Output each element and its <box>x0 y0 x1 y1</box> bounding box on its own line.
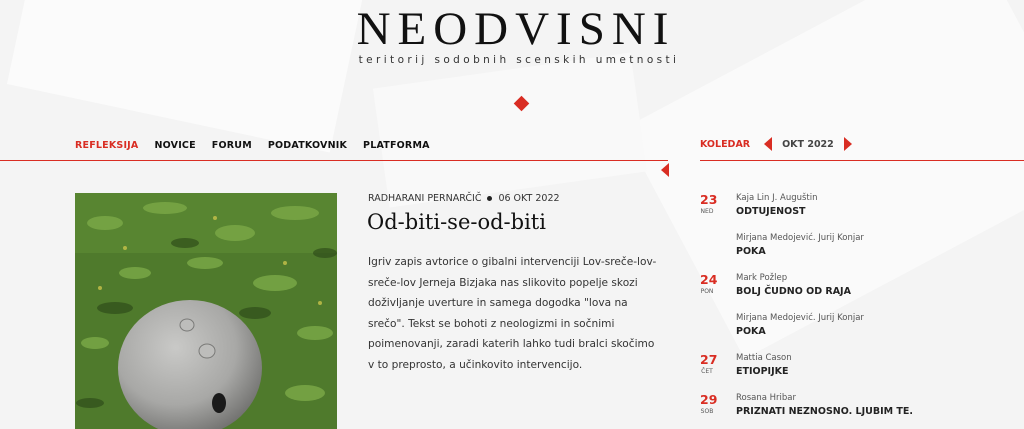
divider-line <box>0 160 668 161</box>
prev-month-arrow-icon[interactable] <box>764 137 772 151</box>
event-title[interactable]: BOLJ ČUDNO OD RAJA <box>736 286 851 297</box>
event-author: Mark Požlep <box>736 273 788 283</box>
nav-item-platforma[interactable]: PLATFORMA <box>363 140 430 151</box>
grass-rock-image <box>75 193 337 429</box>
event-day: 23 <box>700 192 718 207</box>
calendar-event[interactable] <box>700 350 1000 390</box>
event-author: Mattia Cason <box>736 353 792 363</box>
calendar-event[interactable] <box>700 270 1000 310</box>
event-title[interactable]: POKA <box>736 326 766 337</box>
calendar-event[interactable] <box>700 310 1000 350</box>
event-weekday: PON <box>700 288 714 295</box>
article-excerpt: Igriv zapis avtorice o gibalni intervenciji Lov-sreče-lov-sreče-lov Jerneja Bizjaka nas slikovito popelje skozi doživljanje uverture in samega dogodka "lova na srečo". Tekst se bohoti z neologizmi in sočnimi poimenovanji, zaradi katerih lahko tudi bralci skočimo v to preprosto, a učinkovito intervencijo. <box>368 256 657 371</box>
event-title[interactable]: PRIZNATI NEZNOSNO. LJUBIM TE. <box>736 406 913 417</box>
event-weekday: NED <box>700 208 714 215</box>
collapse-arrow-icon[interactable] <box>661 163 669 177</box>
event-author: Kaja Lin J. Auguštin <box>736 193 818 203</box>
nav-item-novice[interactable]: NOVICE <box>154 140 196 151</box>
event-weekday: SOB <box>700 408 714 415</box>
event-day: 29 <box>700 392 718 407</box>
background-shape <box>373 52 647 207</box>
calendar-event[interactable] <box>700 190 1000 230</box>
event-day: 24 <box>700 272 718 287</box>
nav-item-refleksija[interactable]: REFLEKSIJA <box>75 140 139 151</box>
calendar-month: OKT 2022 <box>782 138 834 150</box>
calendar-event[interactable] <box>700 230 1000 270</box>
event-title[interactable]: ETIOPIJKE <box>736 366 789 377</box>
event-day: 27 <box>700 352 718 367</box>
event-author: Mirjana Medojević. Jurij Konjar <box>736 233 864 243</box>
article-date: 06 OKT 2022 <box>498 193 560 204</box>
next-month-arrow-icon[interactable] <box>844 137 852 151</box>
site-logo[interactable]: NEODVISNI <box>356 3 676 55</box>
event-title[interactable]: ODTUJENOST <box>736 206 806 217</box>
calendar-header <box>700 137 852 151</box>
nav-item-forum[interactable]: FORUM <box>211 140 252 151</box>
site-tagline: teritorij sodobnih scenskih umetnosti <box>358 54 680 66</box>
calendar-events <box>700 190 1000 429</box>
calendar-event[interactable] <box>700 390 1000 429</box>
article-author[interactable]: RADHARANI PERNARČIČ <box>368 193 482 204</box>
article-image[interactable] <box>75 193 337 429</box>
nav-item-podatkovnik[interactable]: PODATKOVNIK <box>267 140 348 151</box>
article-meta <box>368 193 560 204</box>
bullet-icon <box>487 196 492 201</box>
event-weekday: ČET <box>701 368 713 375</box>
main-nav <box>75 140 430 151</box>
article-title[interactable]: Od-biti-se-od-biti <box>367 210 546 234</box>
event-title[interactable]: POKA <box>736 246 766 257</box>
event-author: Rosana Hribar <box>736 393 797 403</box>
divider-line <box>700 160 1024 161</box>
calendar-title: KOLEDAR <box>700 138 751 150</box>
event-author: Mirjana Medojević. Jurij Konjar <box>736 313 864 323</box>
